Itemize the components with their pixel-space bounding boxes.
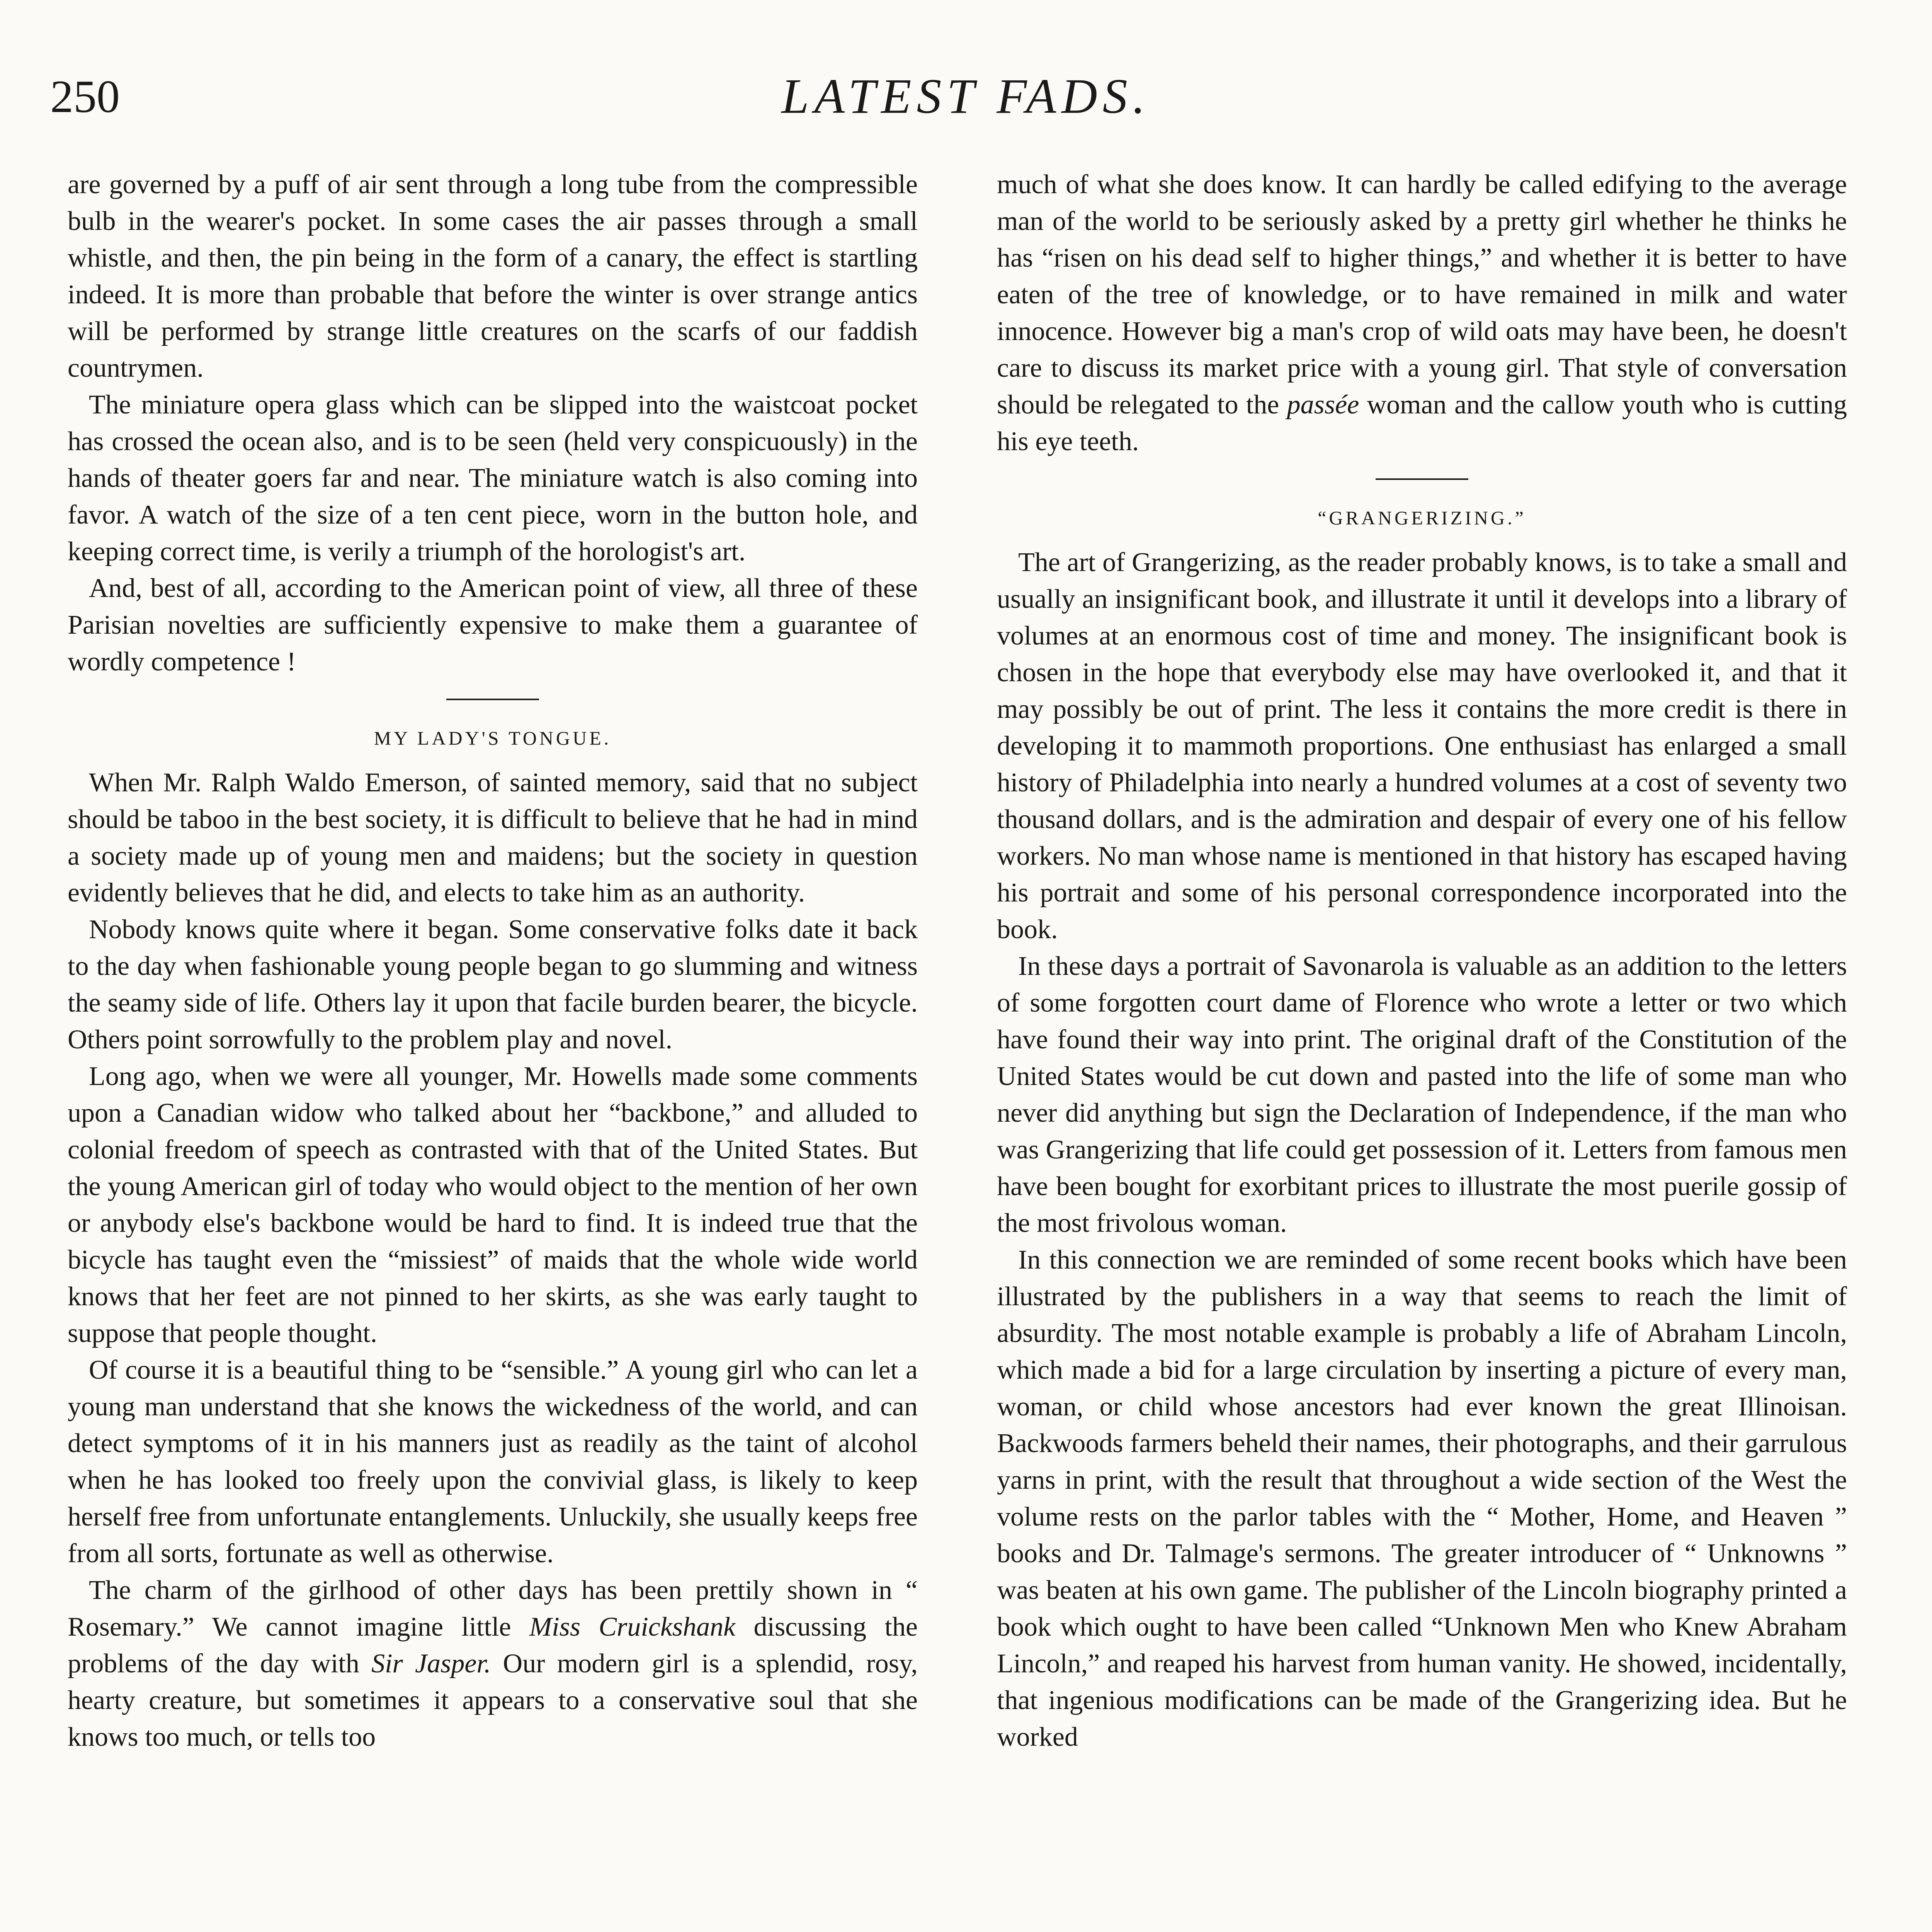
paragraph: The miniature opera glass which can be slipped into the waistcoat pocket has crossed the ocean also, and is to be seen (held very conspicuously) in the hands of theater goers far and near. The miniature watch is also coming into favor. A watch of the size of a ten cent piece, worn in the button hole, and keeping correct time, is verily a triumph of the horologist's art. <box>68 390 918 566</box>
page-header <box>0 0 1932 162</box>
italic-text: Sir Jasper. <box>371 1649 491 1679</box>
text-run: The charm of the girlhood of other days has been prettily shown in “ Rosemary.” We cannot imagine little <box>68 1575 918 1642</box>
paragraph <box>68 1572 918 1755</box>
section-heading: MY LADY'S TONGUE. <box>374 727 612 749</box>
text-run: much of what she does know. It can hardly be called edifying to the average man of the world to be seriously asked by a pretty girl whether he thinks he has “risen on his dead self to higher things,” and whether it is better to have eaten of the tree of knowledge, or to have remained in milk and water innocence. However big a man's crop of wild oats may have been, he doesn't care to discuss its market price with a young girl. That style of conversation should be relegated to the <box>997 170 1847 420</box>
paragraph: In these days a portrait of Savonarola is valuable as an addition to the letters of some forgotten court dame of Florence who wrote a letter or two which have found their way into print. The original draft of the Constitution of the United States would be cut down and pasted into the life of some man who never did anything but sign the Declaration of Independence, if the man who was Grangerizing that life could get possession of it. Letters from famous men have been bought for exorbitant prices to illustrate the most puerile gossip of the most frivolous woman. <box>997 951 1847 1238</box>
paragraph: Of course it is a beautiful thing to be “sensible.” A young girl who can let a young man understand that she knows the wickedness of the world, and can detect symptoms of it in his manners just as readily as the taint of alcohol when he has looked too freely upon the convivial glass, is likely to keep herself free from unfortunate entanglements. Unluckily, she usually keeps free from all sorts, fortunate as well as otherwise. <box>68 1355 918 1568</box>
paragraph <box>997 166 1847 460</box>
italic-text: Miss Cruickshank <box>529 1612 736 1642</box>
section-divider <box>446 699 539 700</box>
page-number: 250 <box>50 71 120 122</box>
running-title: LATEST FADS. <box>781 69 1151 124</box>
text-run: discussing the problems of the day with <box>68 1612 918 1679</box>
paragraph: are governed by a puff of air sent through a long tube from the compressible bulb in the wearer's pocket. In some cases the air passes through a small whistle, and then, the pin being in the form of a canary, the effect is startling indeed. It is more than probable that before the winter is over strange antics will be performed by strange little creatures on the scarfs of our faddish countrymen. <box>68 170 918 383</box>
paragraph: And, best of all, according to the American point of view, all three of these Parisian novelties are sufficiently expensive to make them a guarantee of wordly competence ! <box>68 573 918 677</box>
text-run: woman and the callow youth who is cutting his eye teeth. <box>997 390 1847 456</box>
paragraph: Long ago, when we were all younger, Mr. Howells made some comments upon a Canadian widow who talked about her “backbone,” and alluded to colonial freedom of speech as contrasted with that of the United States. But the young American girl of today who would object to the mention of her own or anybody else's backbone would be hard to find. It is indeed true that the bicycle has taught even the “missiest” of maids that the whole wide world knows that her feet are not pinned to her skirts, as she was early taught to suppose that people thought. <box>68 1061 918 1348</box>
right-column <box>997 166 1847 1755</box>
paragraph: Nobody knows quite where it began. Some conservative folks date it back to the day when fashionable young people began to go slumming and witness the seamy side of life. Others lay it upon that facile burden bearer, the bicycle. Others point sorrowfully to the problem play and novel. <box>68 915 918 1054</box>
paragraph: In this connection we are reminded of some recent books which have been illustrated by the publishers in a way that seems to reach the limit of absurdity. The most notable example is probably a life of Abraham Lincoln, which made a bid for a large circulation by inserting a picture of every man, woman, or child whose ancestors had ever known the great Illinoisan. Backwoods farmers beheld their names, their photographs, and their garrulous yarns in print, with the result that throughout a wide section of the West the volume rests on the parlor tables with the “ Mother, Home, and Heaven ” books and Dr. Talmage's sermons. The greater introducer of “ Unknowns ” was beaten at his own game. The publisher of the Lincoln biography printed a book which ought to have been called “Unknown Men who Knew Abraham Lincoln,” and reaped his harvest from human vanity. He showed, incidentally, that ingenious modifications can be made of the Grangerizing idea. But he worked <box>997 1245 1847 1752</box>
paragraph: When Mr. Ralph Waldo Emerson, of sainted memory, said that no subject should be taboo in the best society, it is difficult to believe that he had in mind a society made up of young men and maidens; but the society in question evidently believes that he did, and elects to take him as an authority. <box>68 768 918 908</box>
left-column <box>68 166 918 1755</box>
paragraph: The art of Grangerizing, as the reader probably knows, is to take a small and usually an insignificant book, and illustrate it until it develops into a library of volumes at an enormous cost of time and money. The insignificant book is chosen in the hope that everybody else may have overlooked it, and that it may possibly be out of print. The less it contains the more credit is there in developing it to mammoth proportions. One enthusiast has enlarged a small history of Philadelphia into nearly a hundred volumes at a cost of seventy two thousand dollars, and is the admiration and despair of every one of his fellow workers. No man whose name is mentioned in that history has escaped having his portrait and some of his personal correspondence incorporated into the book. <box>997 548 1847 944</box>
section-divider <box>1376 478 1468 480</box>
text-run: Our modern girl is a splendid, rosy, hearty creature, but sometimes it appears to a conservative soul that she knows too much, or tells too <box>68 1649 918 1752</box>
section-heading: “GRANGERIZING.” <box>1318 507 1526 529</box>
italic-text: passée <box>1287 390 1359 420</box>
